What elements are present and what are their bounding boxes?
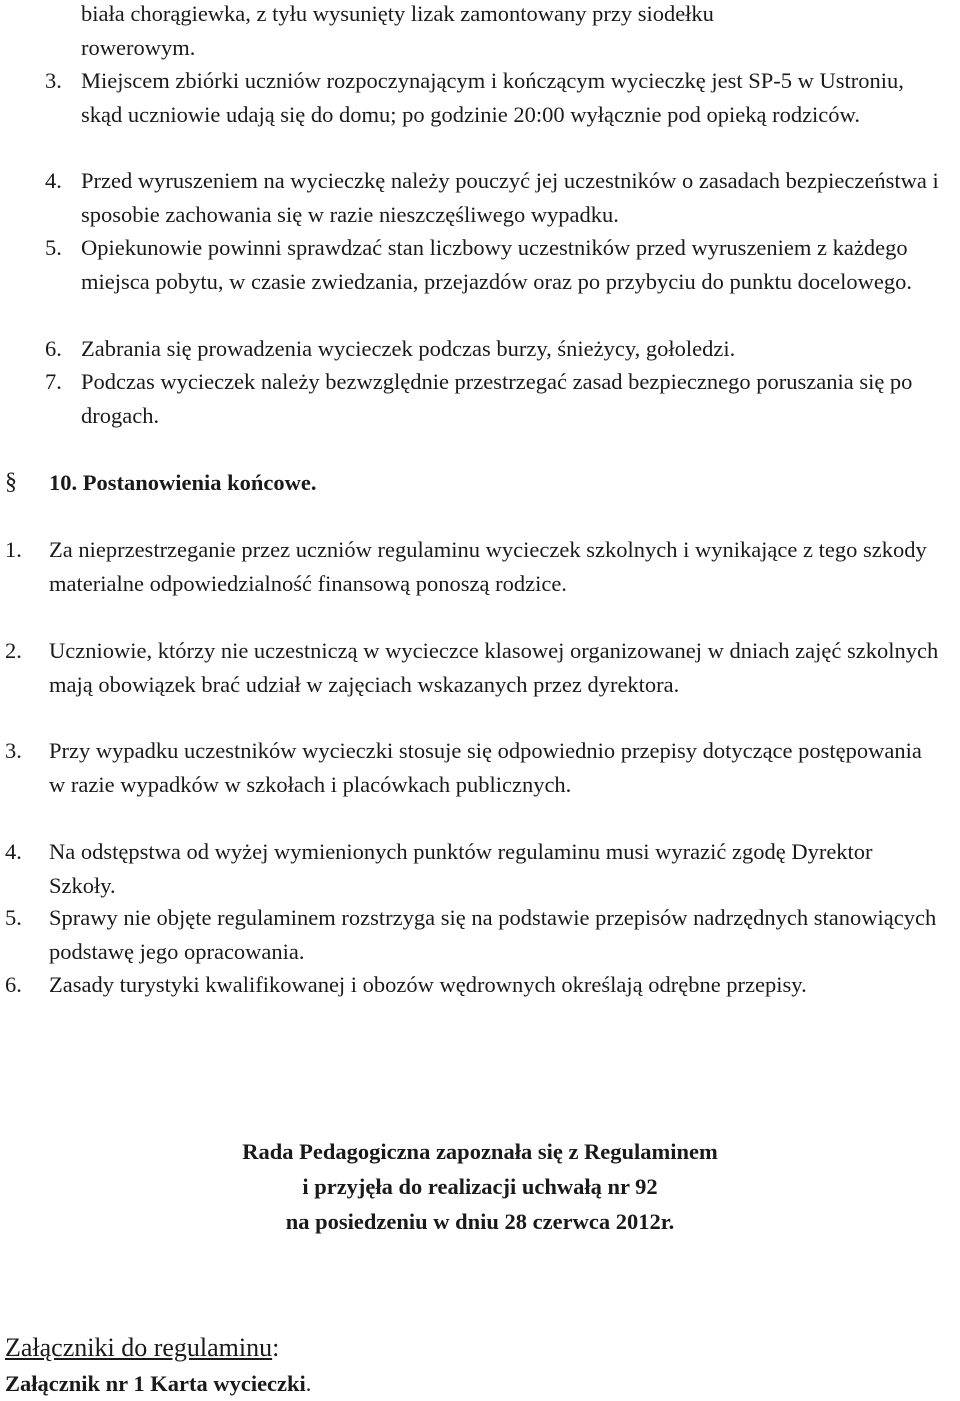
list-item	[45, 231, 940, 298]
list-item-text: Na odstępstwa od wyżej wymienionych punktów regulaminu musi wyrazić zgodę Dyrektor Szkoły.	[49, 839, 873, 898]
list-item	[5, 533, 940, 600]
list-item-text: Przy wypadku uczestników wycieczki stosuje się odpowiednio przepisy dotyczące postępowania w razie wypadków w szkołach i placówkach publicznych.	[49, 738, 922, 797]
list-item	[45, 332, 940, 366]
annex-item-dot: .	[305, 1371, 312, 1396]
annex-item-text: Załącznik nr 1 Karta wycieczki	[5, 1371, 306, 1396]
list-item-text: Miejscem zbiórki uczniów rozpoczynającym i kończącym wycieczkę jest SP-5 w Ustroniu, skąd uczniowie udają się do domu; po godzinie 20:00 wyłącznie pod opieką rodziców.	[81, 68, 904, 127]
list-item-number: 4.	[5, 839, 22, 864]
list-item-number: 3.	[5, 738, 22, 763]
annexes-title-colon: :	[272, 1333, 280, 1362]
annexes-title-text: Załączniki do regulaminu	[5, 1333, 273, 1362]
list-item-number: 5.	[5, 905, 22, 930]
list-item-number: 6.	[45, 336, 62, 361]
list-item-number: 1.	[5, 537, 22, 562]
continued-paragraph	[81, 0, 941, 64]
list-item	[45, 64, 940, 131]
list-item	[45, 365, 940, 432]
resolution-line: i przyjęła do realizacji uchwałą nr 92	[302, 1174, 658, 1199]
list-item-text: Za nieprzestrzeganie przez uczniów regulaminu wycieczek szkolnych i wynikające z tego szkody materialne odpowiedzialność finansową ponoszą rodzice.	[49, 537, 927, 596]
section-title: 10. Postanowienia końcowe.	[49, 470, 317, 495]
list-item-number: 7.	[45, 369, 62, 394]
continued-line: biała chorągiewka, z tyłu wysunięty lizak zamontowany przy siodełku	[81, 1, 714, 26]
list-item	[5, 835, 940, 902]
list-item	[5, 634, 940, 701]
list-item	[5, 901, 940, 968]
list-item	[45, 164, 940, 231]
resolution-line: na posiedzeniu w dniu 28 czerwca 2012r.	[285, 1209, 675, 1234]
list-item-text: Podczas wycieczek należy bezwzględnie przestrzegać zasad bezpiecznego poruszania się po drogach.	[81, 369, 913, 428]
list-item-text: Zabrania się prowadzenia wycieczek podczas burzy, śnieżycy, gołoledzi.	[81, 336, 736, 361]
list-item-number: 4.	[45, 168, 62, 193]
list-item-number: 2.	[5, 638, 22, 663]
list-item-text: Sprawy nie objęte regulaminem rozstrzyga się na podstawie przepisów nadrzędnych stanowiących podstawę jego opracowania.	[49, 905, 937, 964]
resolution-statement	[0, 1134, 960, 1239]
annexes-title	[5, 1331, 279, 1365]
list-item-text: Przed wyruszeniem na wycieczkę należy pouczyć jej uczestników o zasadach bezpieczeństwa i sposobie zachowania się w razie nieszczęśliwego wypadku.	[81, 168, 939, 227]
section-heading	[5, 466, 317, 500]
list-item	[5, 968, 940, 1002]
continued-line: rowerowym.	[81, 34, 196, 60]
resolution-line: Rada Pedagogiczna zapoznała się z Regulaminem	[242, 1139, 718, 1164]
list-item	[5, 734, 940, 801]
list-item-text: Opiekunowie powinni sprawdzać stan liczbowy uczestników przed wyruszeniem z każdego miejsca pobytu, w czasie zwiedzania, przejazdów oraz po przybyciu do punktu docelowego.	[81, 235, 912, 294]
list-item-number: 5.	[45, 235, 62, 260]
list-item-number: 6.	[5, 972, 22, 997]
paragraph-mark-icon: §	[5, 469, 17, 495]
list-item-text: Uczniowie, którzy nie uczestniczą w wycieczce klasowej organizowanej w dniach zajęć szkolnych mają obowiązek brać udział w zajęciach wskazanych przez dyrektora.	[49, 638, 939, 697]
list-item-number: 3.	[45, 68, 62, 93]
annex-item	[5, 1367, 311, 1401]
list-item-text: Zasady turystyki kwalifikowanej i obozów wędrownych określają odrębne przepisy.	[49, 972, 807, 997]
